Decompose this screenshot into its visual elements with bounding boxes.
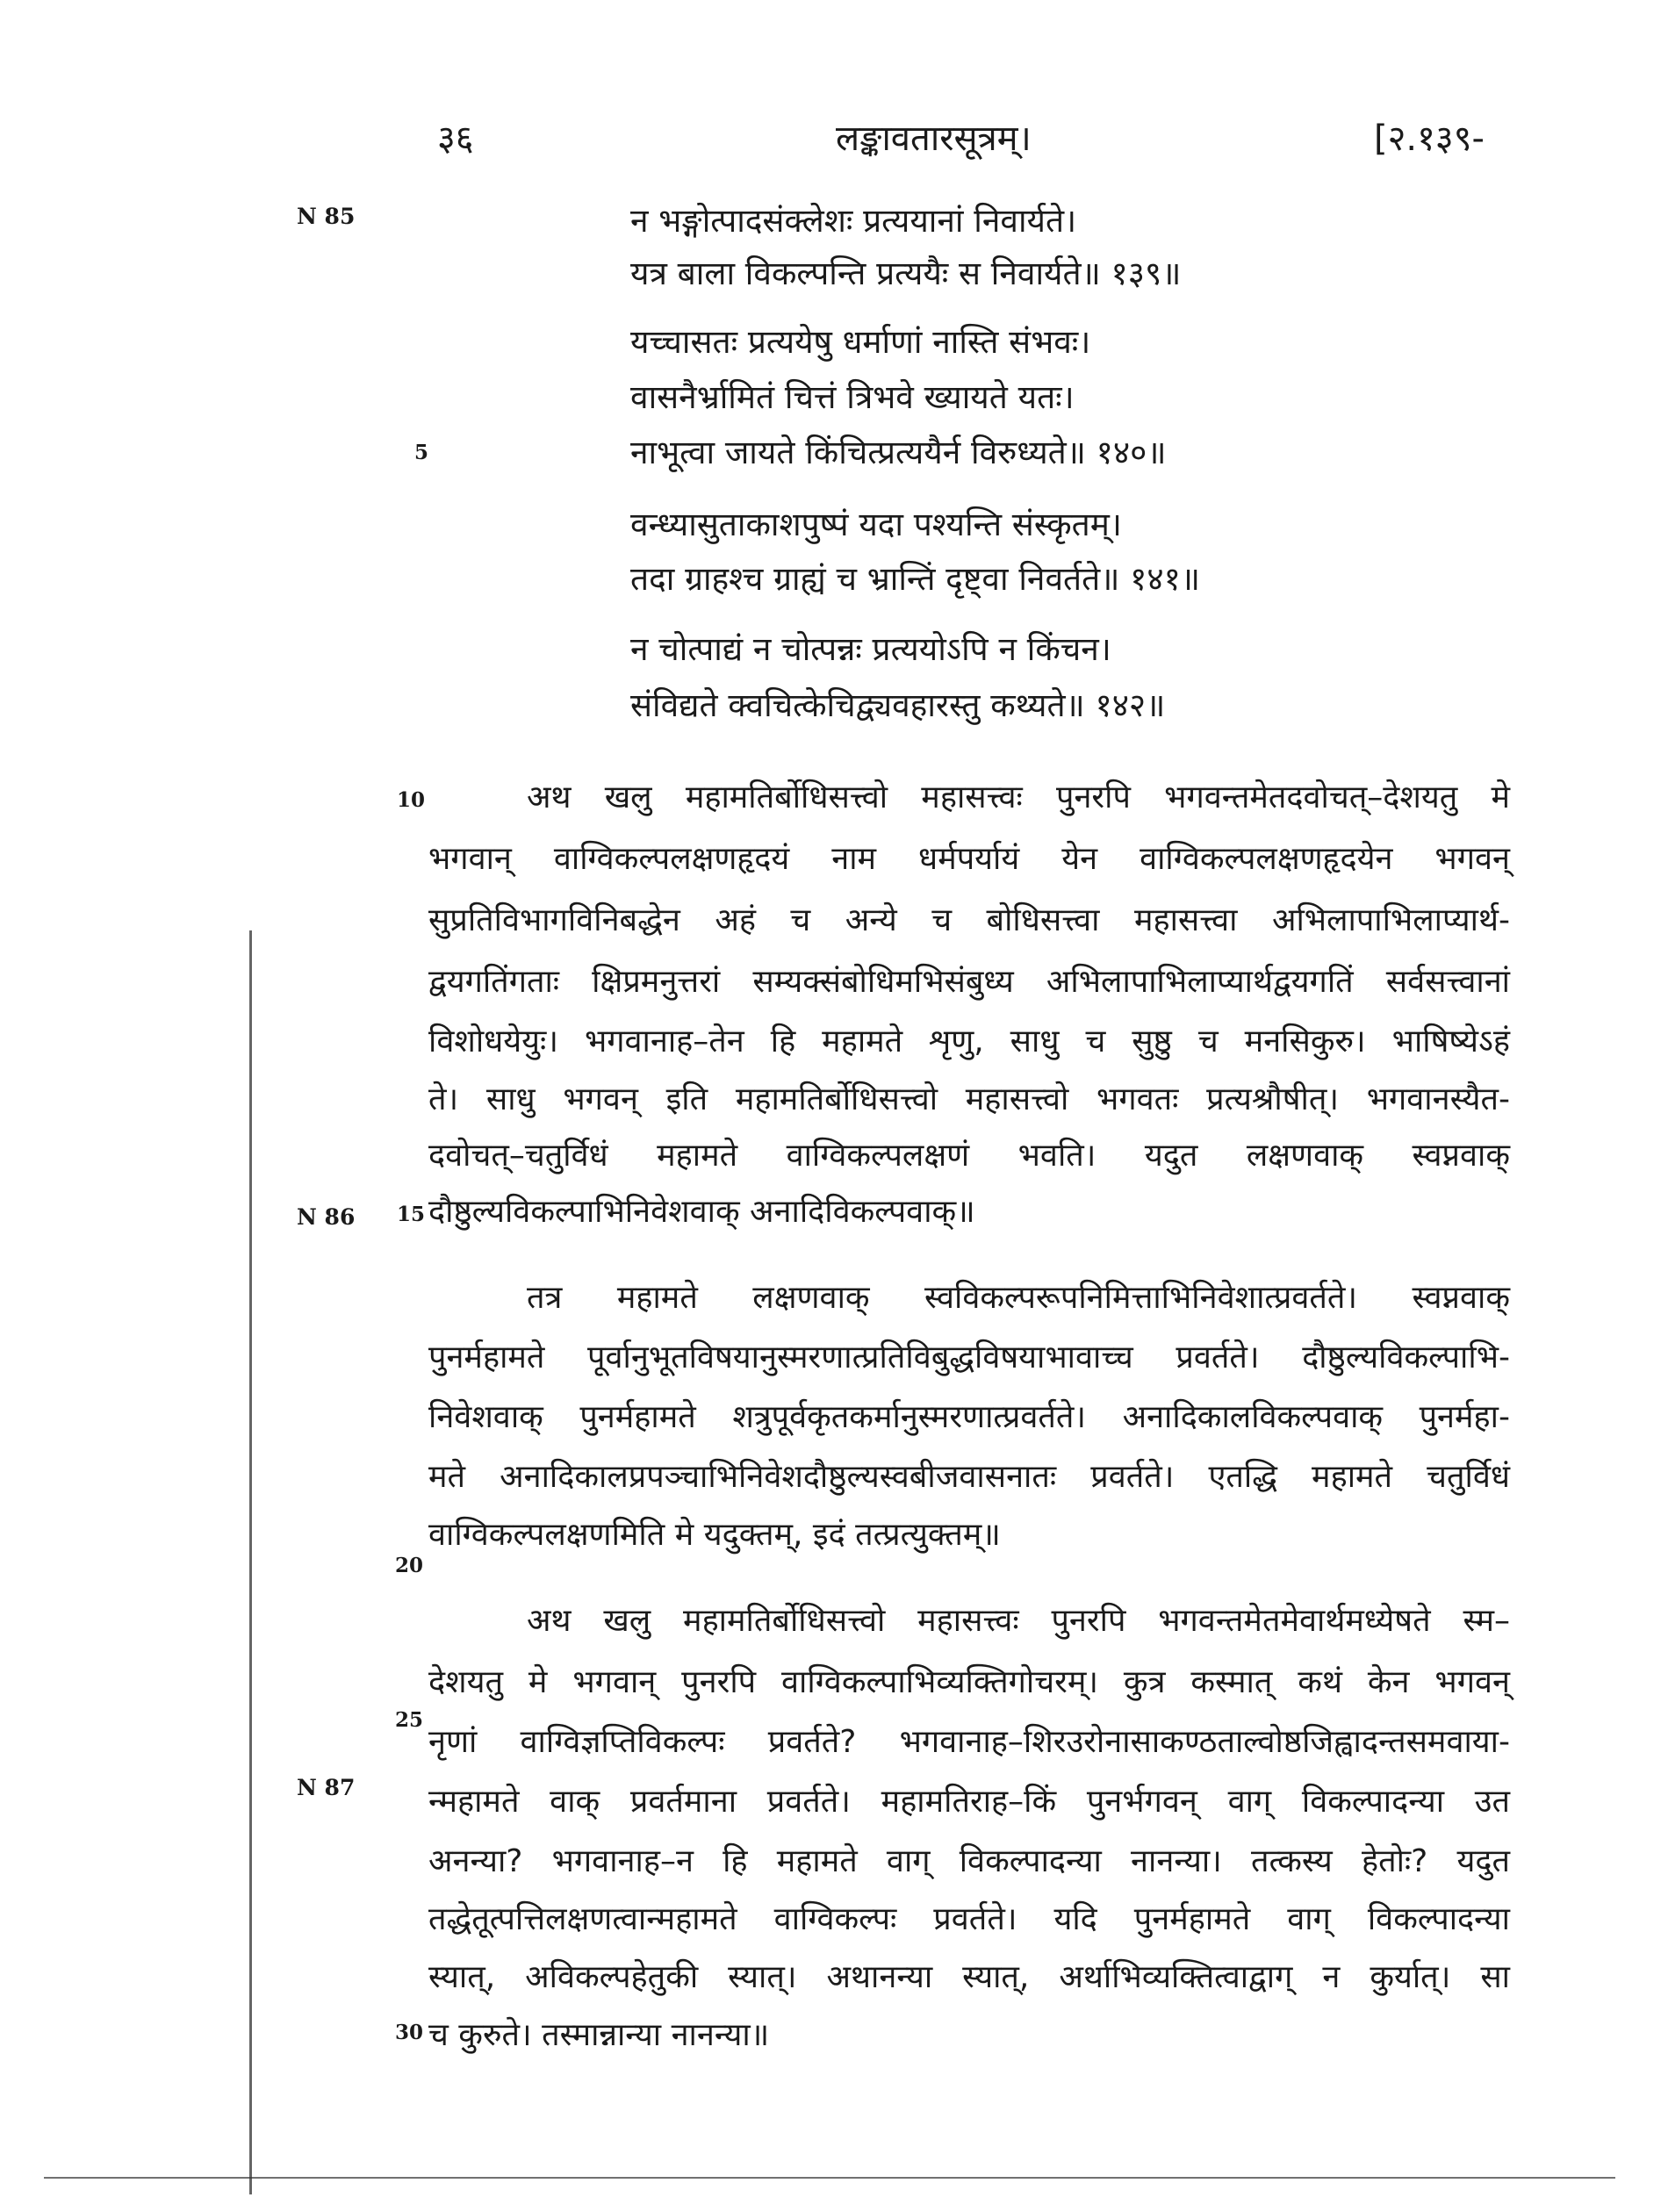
line-number-10: 10 (397, 788, 426, 812)
line-number-25: 25 (395, 1708, 424, 1732)
verse-141-line-2: तदा ग्राहश्च ग्राह्यं च भ्रान्तिं दृष्ट्वा निवर्तते॥ १४१॥ (630, 560, 1201, 598)
margin-ref-n87: N 87 (297, 1775, 356, 1800)
paragraph-1-line-1: अथ खलु महामतिर्बोधिसत्त्वो महासत्त्वः पुनरपि भगवन्तमेतदवोचत्–देशयतु मे (527, 779, 1510, 815)
paragraph-1-line-5: विशोधयेयुः। भगवानाह–तेन हि महामते शृणु, साधु च सुष्ठु च मनसिकुरु। भाषिष्येऽहं (428, 1023, 1510, 1059)
paragraph-3-line-4: न्महामते वाक् प्रवर्तमाना प्रवर्तते। महामतिराह–किं पुनर्भगवन् वाग् विकल्पादन्या उत (428, 1784, 1510, 1820)
section-reference: [२.१३९- (1374, 118, 1485, 159)
binding-edge-line (249, 930, 252, 2194)
verse-139-line-2: यत्र बाला विकल्पन्ति प्रत्ययैः स निवार्यते॥ १३९॥ (630, 255, 1182, 292)
margin-ref-n85: N 85 (297, 204, 356, 229)
line-number-15: 15 (397, 1203, 426, 1226)
paragraph-1-line-2: भगवान् वाग्विकल्पलक्षणहृदयं नाम धर्मपर्यायं येन वाग्विकल्पलक्षणहृदयेन भगवन् (428, 841, 1510, 877)
line-number-5: 5 (414, 441, 429, 464)
paragraph-3-line-2: देशयतु मे भगवान् पुनरपि वाग्विकल्पाभिव्यक्तिगोचरम्। कुत्र कस्मात् कथं केन भगवन् (428, 1664, 1510, 1700)
verse-140-line-1: यच्चासतः प्रत्ययेषु धर्माणां नास्ति संभवः। (630, 323, 1091, 361)
paragraph-2-line-5: वाग्विकल्पलक्षणमिति मे यदुक्तम्, इदं तत्प्रत्युक्तम्॥ (428, 1517, 1001, 1553)
running-title: लङ्कावतारसूत्रम्। (836, 118, 1032, 159)
paragraph-2-line-2: पुनर्महामते पूर्वानुभूतविषयानुस्मरणात्प्रतिविबुद्धविषयाभावाच्च प्रवर्तते। दौष्ठुल्यविकल्पाभि- (428, 1339, 1510, 1375)
bottom-rule (44, 2177, 1615, 2179)
margin-ref-n86: N 86 (297, 1204, 356, 1230)
paragraph-1-line-6: ते। साधु भगवन् इति महामतिर्बोधिसत्त्वो महासत्त्वो भगवतः प्रत्यश्रौषीत्। भगवानस्यैत- (428, 1081, 1510, 1117)
paragraph-2-line-1: तत्र महामते लक्षणवाक् स्वविकल्परूपनिमित्ताभिनिवेशात्प्रवर्तते। स्वप्नवाक् (527, 1280, 1510, 1316)
paragraph-1-line-3: सुप्रतिविभागविनिबद्धेन अहं च अन्ये च बोधिसत्त्वा महासत्त्वा अभिलापाभिलाप्यार्थ- (428, 902, 1510, 938)
paragraph-3-line-6: तद्धेतूत्पत्तिलक्षणत्वान्महामते वाग्विकल्पः प्रवर्तते। यदि पुनर्महामते वाग् विकल्पादन्या (428, 1901, 1510, 1937)
line-number-20: 20 (395, 1554, 424, 1577)
paragraph-1-line-8: दौष्ठुल्यविकल्पाभिनिवेशवाक् अनादिविकल्पवाक्॥ (428, 1194, 975, 1230)
paragraph-3-line-8: च कुरुते। तस्मान्नान्या नानन्या॥ (428, 2017, 770, 2053)
paragraph-1-line-7: दवोचत्–चतुर्विधं महामते वाग्विकल्पलक्षणं भवति। यदुत लक्षणवाक् स्वप्नवाक् (428, 1138, 1510, 1174)
verse-142-line-2: संविद्यते क्वचित्केचिद्व्यवहारस्तु कथ्यते॥ १४२॥ (630, 686, 1166, 724)
paragraph-2-line-4: मते अनादिकालप्रपञ्चाभिनिवेशदौष्ठुल्यस्वबीजवासनातः प्रवर्तते। एतद्धि महामते चतुर्विधं (428, 1459, 1510, 1495)
verse-140-line-3: नाभूत्वा जायते किंचित्प्रत्ययैर्न विरुध्यते॥ १४०॥ (630, 434, 1167, 471)
paragraph-3-line-5: अनन्या? भगवानाह–न हि महामते वाग् विकल्पादन्या नानन्या। तत्कस्य हेतोः? यदुत (428, 1843, 1510, 1879)
verse-140-line-2: वासनैर्भ्रामितं चित्तं त्रिभवे ख्यायते यतः। (630, 378, 1075, 416)
verse-141-line-1: वन्ध्यासुताकाशपुष्पं यदा पश्यन्ति संस्कृतम्। (630, 506, 1122, 543)
line-number-30: 30 (395, 2021, 424, 2044)
verse-142-line-1: न चोत्पाद्यं न चोत्पन्नः प्रत्ययोऽपि न किंचन। (630, 630, 1111, 668)
verse-139-line-1: न भङ्गोत्पादसंक्लेशः प्रत्ययानां निवार्यते। (630, 202, 1077, 240)
paragraph-3-line-1: अथ खलु महामतिर्बोधिसत्त्वो महासत्त्वः पुनरपि भगवन्तमेतमेवार्थमध्येषते स्म– (527, 1603, 1510, 1639)
paragraph-2-line-3: निवेशवाक् पुनर्महामते शत्रुपूर्वकृतकर्मानुस्मरणात्प्रवर्तते। अनादिकालविकल्पवाक् पुनर्महा- (428, 1399, 1510, 1435)
page-number: ३६ (437, 118, 474, 159)
paragraph-1-line-4: द्वयगतिंगताः क्षिप्रमनुत्तरां सम्यक्संबोधिमभिसंबुध्य अभिलापाभिलाप्यार्थद्वयगतिं सर्वसत्त्वानां (428, 964, 1510, 1000)
paragraph-3-line-3: नृणां वाग्विज्ञप्तिविकल्पः प्रवर्तते? भगवानाह–शिरउरोनासाकण्ठताल्वोष्ठजिह्वादन्तसमवाया- (428, 1724, 1510, 1760)
paragraph-3-line-7: स्यात्, अविकल्पहेतुकी स्यात्। अथानन्या स्यात्, अर्थाभिव्यक्तित्वाद्वाग् न कुर्यात्। सा (428, 1959, 1510, 1995)
